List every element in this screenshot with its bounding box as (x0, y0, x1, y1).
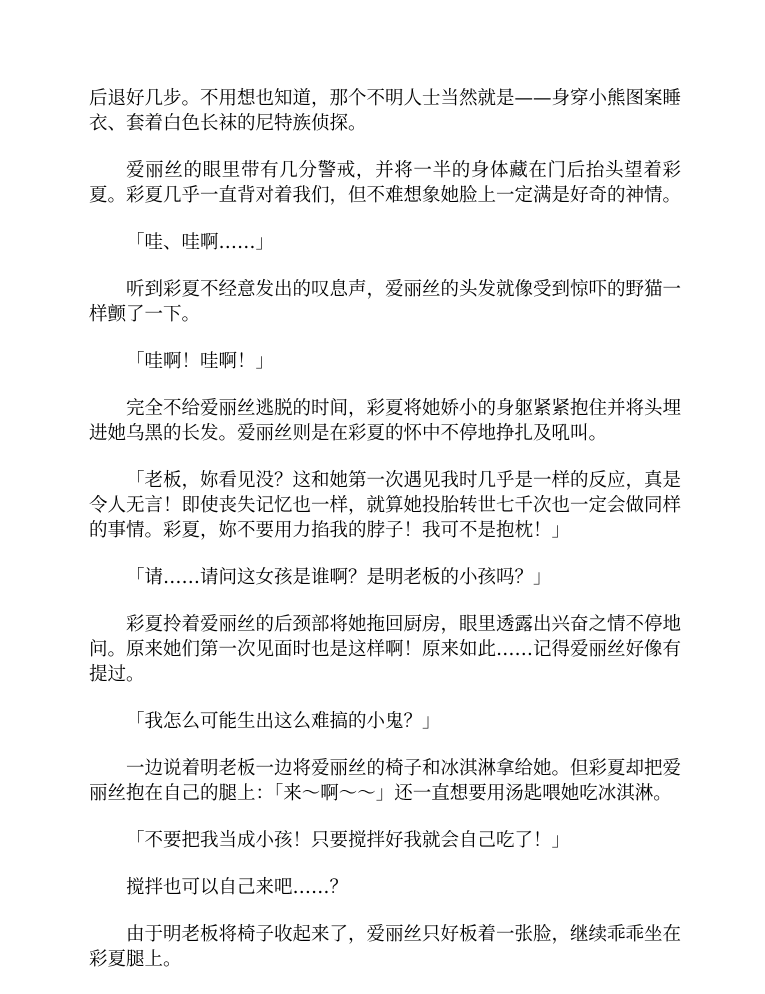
paragraph: 「老板，妳看见没？这和她第一次遇见我时几乎是一样的反应，真是令人无言！即使丧失记忆也一样，就算她投胎转世七千次也一定会做同样的事情。彩夏，妳不要用力掐我的脖子！我可不是抱枕！」 (89, 470, 682, 541)
paragraph: 「不要把我当成小孩！只要搅拌好我就会自己吃了！」 (126, 830, 571, 851)
paragraph: 搅拌也可以自己来吧……？ (126, 877, 349, 898)
paragraph: 爱丽丝的眼里带有几分警戒，并将一半的身体藏在门后抬头望着彩夏。彩夏几乎一直背对着我们，但不难想象她脸上一定满是好奇的神情。 (89, 160, 682, 206)
paragraph: 由于明老板将椅子收起来了，爱丽丝只好板着一张脸，继续乖乖坐在彩夏腿上。 (89, 924, 682, 970)
paragraph: 「哇啊！哇啊！」 (126, 351, 275, 372)
paragraph: 「请……请问这女孩是谁啊？是明老板的小孩吗？」 (126, 567, 552, 588)
paragraph: 「哇、哇啊……」 (126, 232, 275, 253)
body-text (89, 86, 681, 994)
paragraph: 完全不给爱丽丝逃脱的时间，彩夏将她娇小的身躯紧紧抱住并将头埋进她乌黑的长发。爱丽丝则是在彩夏的怀中不停地挣扎及吼叫。 (89, 398, 682, 444)
paragraph: 彩夏拎着爱丽丝的后颈部将她拖回厨房，眼里透露出兴奋之情不停地问。原来她们第一次见面时也是这样啊！原来如此……记得爱丽丝好像有提过。 (89, 614, 682, 685)
paragraph: 「我怎么可能生出这么难搞的小鬼？」 (126, 711, 441, 732)
paragraph: 听到彩夏不经意发出的叹息声，爱丽丝的头发就像受到惊吓的野猫一样颤了一下。 (89, 279, 682, 325)
paragraph: 后退好几步。不用想也知道，那个不明人士当然就是——身穿小熊图案睡衣、套着白色长袜的尼特族侦探。 (89, 88, 682, 134)
paragraph: 一边说着明老板一边将爱丽丝的椅子和冰淇淋拿给她。但彩夏却把爱丽丝抱在自己的腿上：「来～啊～～」还一直想要用汤匙喂她吃冰淇淋。 (89, 758, 682, 804)
